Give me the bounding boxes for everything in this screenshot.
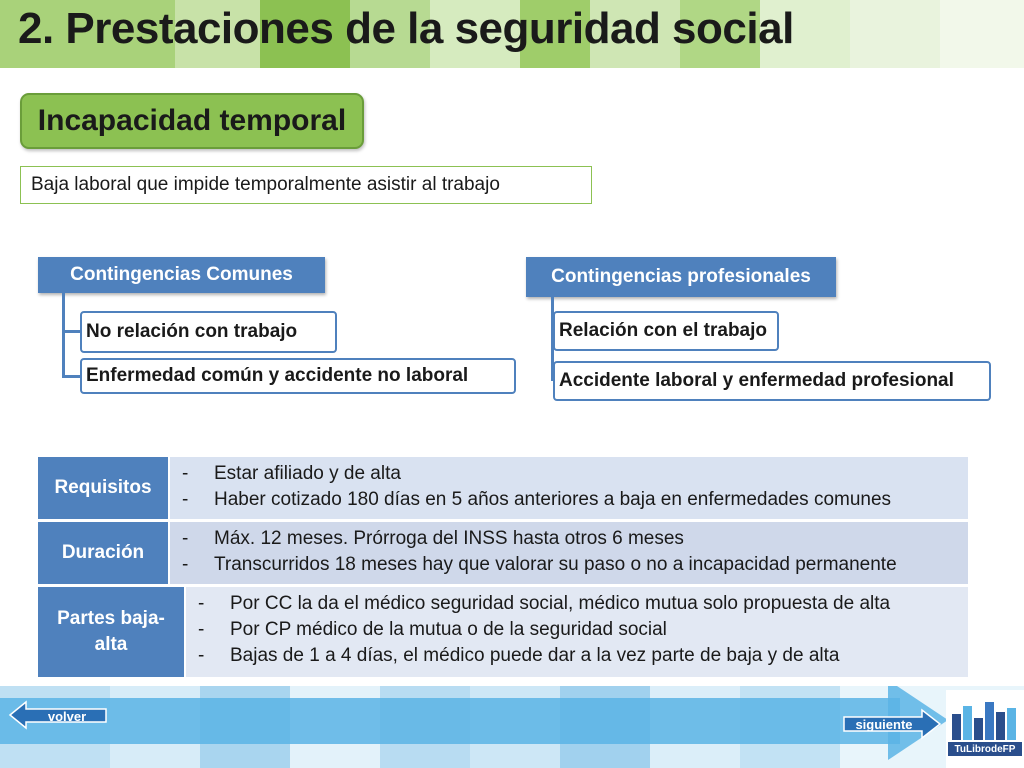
- list-item: - Por CC la da el médico seguridad social, médico mutua solo propuesta de alta: [198, 593, 891, 614]
- progress-arrow: [0, 698, 900, 744]
- book-icon: [963, 706, 972, 740]
- tree-connector: [62, 375, 82, 378]
- book-icon: [974, 718, 983, 740]
- book-icon: [1007, 708, 1016, 740]
- next-button[interactable]: [842, 708, 942, 740]
- tulibrodefp-logo: [946, 690, 1024, 768]
- list-item: - Bajas de 1 a 4 días, el médico puede dar a la vez parte de baja y de alta: [198, 645, 840, 666]
- table-cell: [170, 457, 968, 519]
- next-button-label: siguiente: [855, 716, 913, 732]
- logo-text: TuLibrodeFP: [948, 742, 1022, 756]
- contingencias-profesionales-header: Contingencias profesionales: [526, 257, 836, 297]
- title-stripe: [850, 0, 940, 68]
- list-item: - Por CP médico de la mutua o de la seguridad social: [198, 619, 667, 640]
- benefits-table: [38, 457, 968, 680]
- table-cell: [170, 522, 968, 584]
- list-item: - Máx. 12 meses. Prórroga del INSS hasta otros 6 meses: [182, 528, 684, 549]
- contingencias-comunes-header: Contingencias Comunes: [38, 257, 325, 293]
- contingencias-profesionales-item: Relación con el trabajo: [553, 311, 779, 351]
- contingencias-comunes-item: Enfermedad común y accidente no laboral: [80, 358, 516, 394]
- page-title: 2. Prestaciones de la seguridad social: [18, 4, 794, 53]
- contingencias-comunes-item: No relación con trabajo: [80, 311, 337, 353]
- table-row: [38, 522, 968, 584]
- list-item: - Haber cotizado 180 días en 5 años anteriores a baja en enfermedades comunes: [182, 489, 892, 510]
- back-button-label: volver: [47, 708, 87, 724]
- table-row-header: Partes baja-alta: [38, 587, 184, 677]
- book-icon: [996, 712, 1005, 740]
- title-band: [0, 0, 1024, 68]
- book-icon: [985, 702, 994, 740]
- list-item: - Estar afiliado y de alta: [182, 463, 401, 484]
- table-row: [38, 587, 968, 677]
- back-button[interactable]: [8, 700, 108, 730]
- tree-connector: [62, 293, 65, 377]
- section-label: Incapacidad temporal: [20, 93, 364, 149]
- contingencias-profesionales-item: Accidente laboral y enfermedad profesional: [553, 361, 991, 401]
- table-row: [38, 457, 968, 519]
- table-cell: [186, 587, 968, 677]
- list-item: - Transcurridos 18 meses hay que valorar su paso o no a incapacidad permanente: [182, 554, 897, 575]
- tree-connector: [62, 330, 82, 333]
- title-stripe: [940, 0, 1024, 68]
- table-row-header: Requisitos: [38, 457, 168, 519]
- table-row-header: Duración: [38, 522, 168, 584]
- description-box: Baja laboral que impide temporalmente asistir al trabajo: [20, 166, 592, 204]
- book-icon: [952, 714, 961, 740]
